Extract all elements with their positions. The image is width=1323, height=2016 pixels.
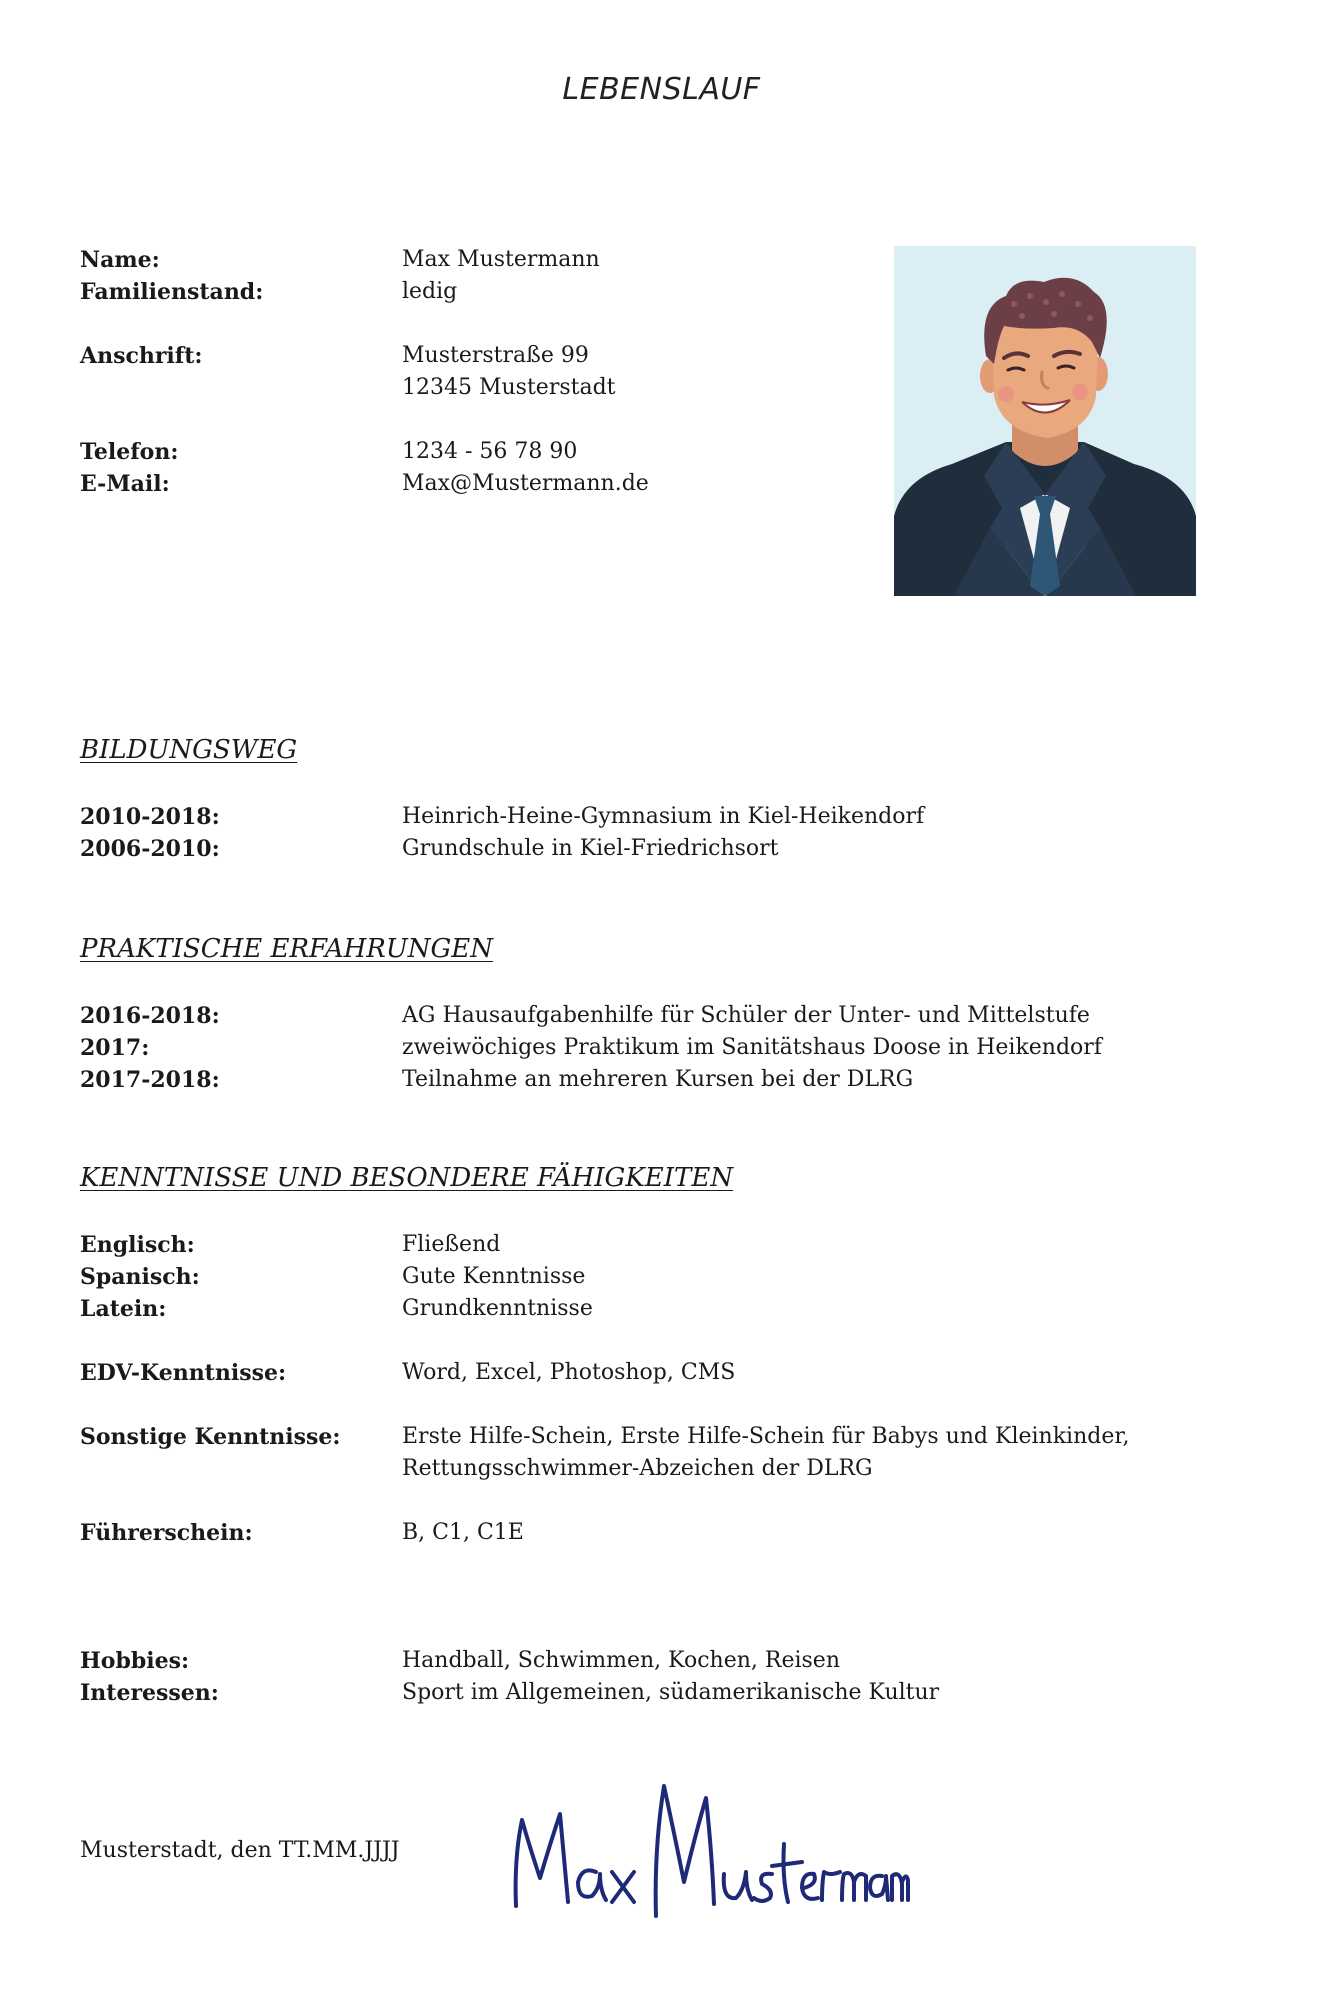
- section-heading-education: BILDUNGSWEG: [80, 735, 298, 765]
- license-value: B, C1, C1E: [402, 1520, 524, 1545]
- email-label: E-Mail:: [80, 471, 170, 497]
- other-label: Sonstige Kenntnisse:: [80, 1424, 341, 1450]
- education-text: Grundschule in Kiel-Friedrichsort: [402, 836, 779, 861]
- it-label: EDV-Kenntnisse:: [80, 1360, 287, 1386]
- other-line1: Erste Hilfe-Schein, Erste Hilfe-Schein für Babys und Kleinkinder,: [402, 1424, 1130, 1449]
- experience-period: 2016-2018:: [80, 1003, 220, 1029]
- interests-label: Interessen:: [80, 1680, 219, 1706]
- address-line1: Musterstraße 99: [402, 343, 589, 368]
- experience-text: AG Hausaufgabenhilfe für Schüler der Unter- und Mittelstufe: [402, 1003, 1090, 1028]
- status-label: Familienstand:: [80, 279, 264, 305]
- phone-value: 1234 - 56 78 90: [402, 439, 578, 464]
- experience-period: 2017:: [80, 1035, 150, 1061]
- english-value: Fließend: [402, 1232, 501, 1257]
- spanish-label: Spanisch:: [80, 1264, 200, 1290]
- handwritten-signature: [508, 1778, 910, 1938]
- name-label: Name:: [80, 247, 160, 273]
- experience-text: Teilnahme an mehreren Kursen bei der DLRG: [402, 1067, 914, 1092]
- email-value: Max@Mustermann.de: [402, 471, 649, 496]
- phone-label: Telefon:: [80, 439, 179, 465]
- hobbies-label: Hobbies:: [80, 1648, 190, 1674]
- other-line2: Rettungsschwimmer-Abzeichen der DLRG: [402, 1456, 873, 1481]
- address-line2: 12345 Musterstadt: [402, 375, 616, 400]
- place-date: Musterstadt, den TT.MM.JJJJ: [80, 1838, 400, 1863]
- latin-value: Grundkenntnisse: [402, 1296, 593, 1321]
- address-label: Anschrift:: [80, 343, 203, 369]
- experience-period: 2017-2018:: [80, 1067, 220, 1093]
- name-value: Max Mustermann: [402, 247, 600, 272]
- latin-label: Latein:: [80, 1296, 167, 1322]
- document-title: LEBENSLAUF: [562, 72, 761, 107]
- section-heading-experience: PRAKTISCHE ERFAHRUNGEN: [80, 934, 494, 964]
- spanish-value: Gute Kenntnisse: [402, 1264, 586, 1289]
- license-label: Führerschein:: [80, 1520, 253, 1546]
- portrait-photo: [894, 246, 1196, 596]
- section-heading-skills: KENNTNISSE UND BESONDERE FÄHIGKEITEN: [80, 1163, 734, 1193]
- education-text: Heinrich-Heine-Gymnasium in Kiel-Heikendorf: [402, 804, 925, 829]
- it-value: Word, Excel, Photoshop, CMS: [402, 1360, 736, 1385]
- english-label: Englisch:: [80, 1232, 195, 1258]
- education-period: 2010-2018:: [80, 804, 220, 830]
- status-value: ledig: [402, 279, 458, 304]
- education-period: 2006-2010:: [80, 836, 220, 862]
- experience-text: zweiwöchiges Praktikum im Sanitätshaus Doose in Heikendorf: [402, 1035, 1102, 1060]
- hobbies-value: Handball, Schwimmen, Kochen, Reisen: [402, 1648, 840, 1673]
- interests-value: Sport im Allgemeinen, südamerikanische Kultur: [402, 1680, 940, 1705]
